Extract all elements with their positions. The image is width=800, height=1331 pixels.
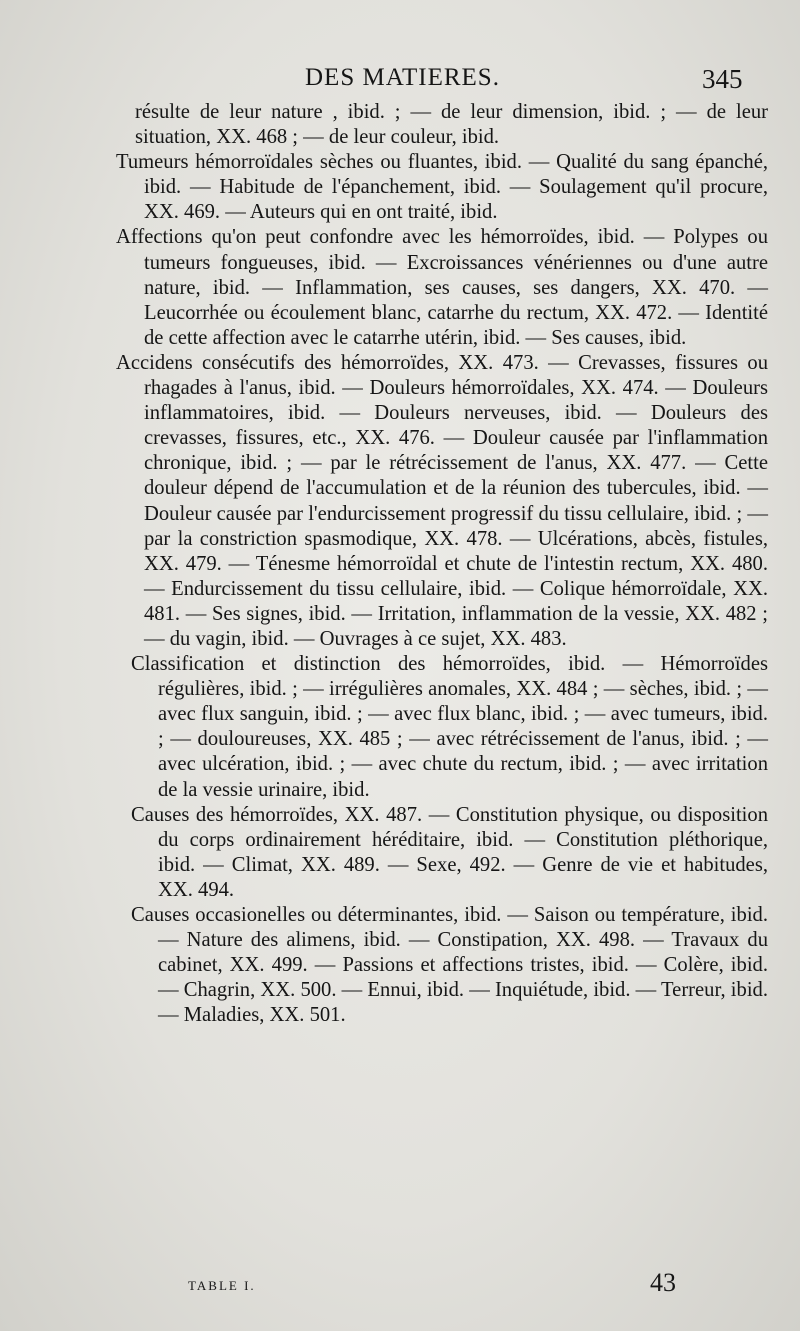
index-entry: Classification et distinction des hémorroïdes, ibid. — Hémorroïdes régulières, ibid. ; — irrégulières anomales, XX. 484 ; — sèches, ibid. ; — avec flux sanguin, ibid. ; — avec flux blanc, ibid. ; — avec tumeurs, ibid. ; — douloureuses, XX. 485 ; — avec rétrécissement de l'anus, ibid. ; — avec ulcération, ibid. ; — avec chute du rectum, ibid. ; — avec irritation de la vessie urinaire, ibid.: [131, 653, 768, 801]
page-number: 345: [702, 64, 743, 94]
index-entry: Causes occasionelles ou déterminantes, ibid. — Saison ou température, ibid. — Nature des alimens, ibid. — Constipation, XX. 498. — Travaux du cabinet, XX. 499. — Passions et affections tristes, ibid. — Colère, ibid. — Chagrin, XX. 500. — Ennui, ibid. — Inquiétude, ibid. — Terreur, ibid. — Maladies, XX. 501.: [131, 904, 768, 1027]
signature-line: TABLE I.: [188, 1278, 256, 1293]
index-entry: Accidens consécutifs des hémorroïdes, XX. 473. — Crevasses, fissures ou rhagades à l'anus, ibid. — Douleurs hémorroïdales, XX. 474. — Douleurs inflammatoires, ibid. — Douleurs nerveuses, ibid. — Douleurs des crevasses, fissures, etc., XX. 476. — Douleur causée par l'inflammation chronique, ibid. ; — par le rétrécissement de l'anus, XX. 477. — Cette douleur dépend de l'accumulation et de la réunion des tubercules, ibid. — Douleur causée par l'endurcissement progressif du tissu cellulaire, ibid. ; — par la constriction spasmodique, XX. 478. — Ulcérations, abcès, fistules, XX. 479. — Ténesme hémorroïdal et chute de l'intestin rectum, XX. 480. — Endurcissement du tissu cellulaire, ibid. — Colique hémorroïdale, XX. 481. — Ses signes, ibid. — Irritation, inflammation de la vessie, XX. 482 ; — du vagin, ibid. — Ouvrages à ce sujet, XX. 483.: [116, 351, 768, 650]
index-entry: Affections qu'on peut confondre avec les hémorroïdes, ibid. — Polypes ou tumeurs fongueuses, ibid. — Excroissances vénériennes ou d'une autre nature, ibid. — Inflammation, ses causes, ses dangers, XX. 470. — Leucorrhée ou écoulement blanc, catarrhe du rectum, XX. 472. — Identité de cette affection avec le catarrhe utérin, ibid. — Ses causes, ibid.: [116, 226, 768, 349]
index-entry: Causes des hémorroïdes, XX. 487. — Constitution physique, ou disposition du corps ordinairement héréditaire, ibid. — Constitution pléthorique, ibid. — Climat, XX. 489. — Sexe, 492. — Genre de vie et habitudes, XX. 494.: [131, 803, 768, 901]
index-entry: résulte de leur nature , ibid. ; — de leur dimension, ibid. ; — de leur situation, XX. 468 ; — de leur couleur, ibid.: [135, 101, 768, 149]
index-entry: Tumeurs hémorroïdales sèches ou fluantes, ibid. — Qualité du sang épanché, ibid. — Habitude de l'épanchement, ibid. — Soulagement qu'il procure, XX. 469. — Auteurs qui en ont traité, ibid.: [116, 151, 768, 224]
index-entries: [108, 100, 768, 1028]
signature-mark: 43: [650, 1268, 676, 1297]
page-header: [0, 60, 800, 100]
page-footer: [0, 1268, 800, 1308]
running-title: DES MATIERES.: [305, 64, 500, 91]
